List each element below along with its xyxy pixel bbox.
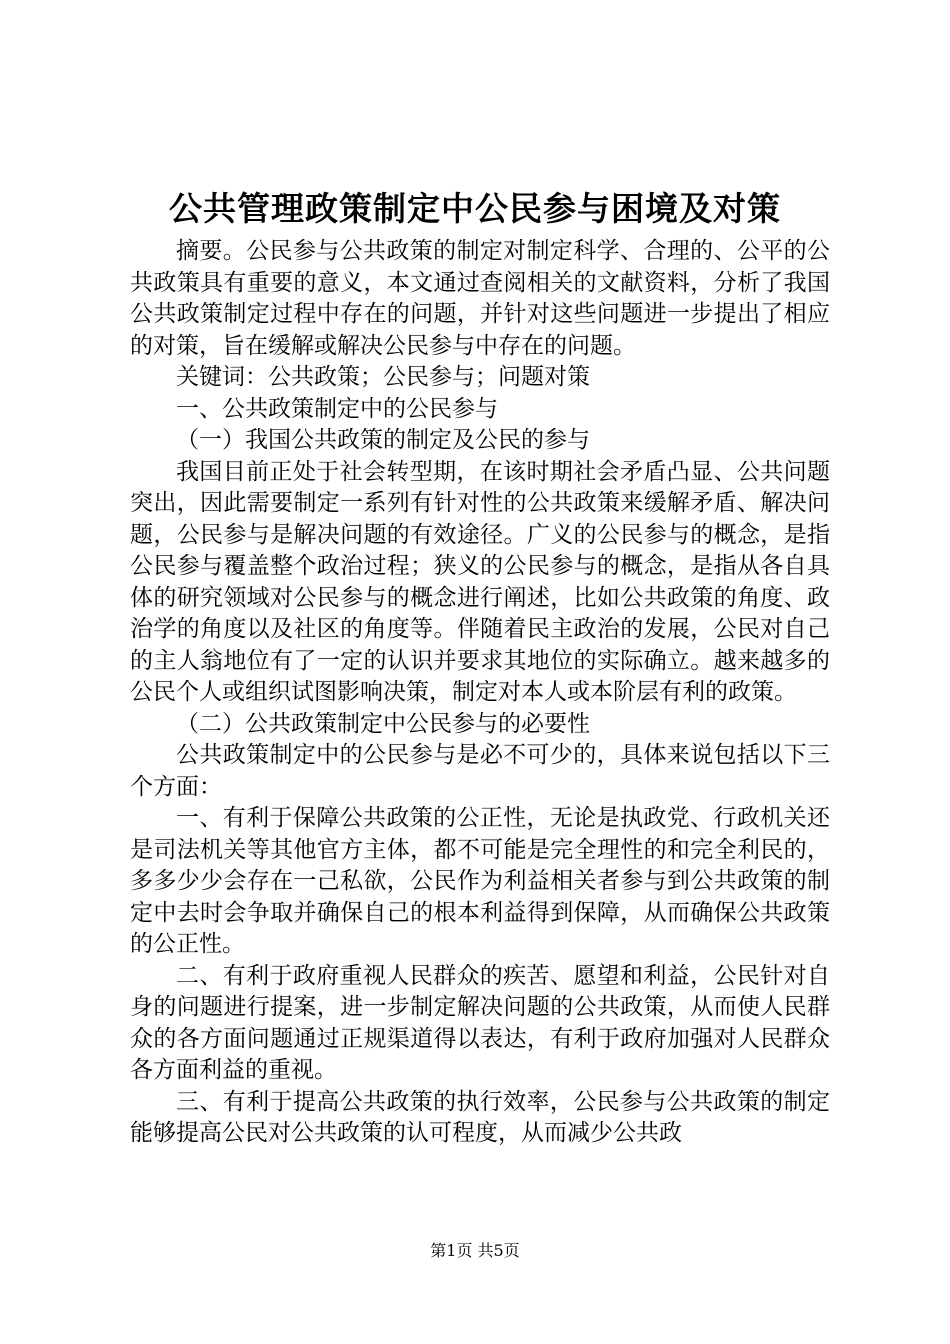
body-paragraph: 公共政策制定中的公民参与是必不可少的，具体来说包括以下三个方面：: [130, 742, 830, 800]
body-paragraph: 一、有利于保障公共政策的公正性，无论是执政党、行政机关还是司法机关等其他官方主体，都不可能是完全理性的和完全利民的，多多少少会存在一己私欲，公民作为利益相关者参与到公共政策的制定中去时会争取并确保自己的根本利益得到保障，从而确保公共政策的公正性。: [130, 805, 830, 957]
section-heading: 一、公共政策制定中的公民参与: [176, 395, 498, 422]
subsection-heading: （一）我国公共政策的制定及公民的参与: [176, 427, 590, 453]
body-paragraph: 三、有利于提高公共政策的执行效率，公民参与公共政策的制定能够提高公民对公共政策的认可程度，从而减少公共政: [130, 1088, 830, 1146]
body-paragraph: 我国目前正处于社会转型期，在该时期社会矛盾凸显、公共问题突出，因此需要制定一系列有针对性的公共政策来缓解矛盾、解决问题，公民参与是解决问题的有效途径。广义的公民参与的概念，是指公民参与覆盖整个政治过程；狭义的公民参与的概念，是指从各自具体的研究领域对公民参与的概念进行阐述，比如公共政策的角度、政治学的角度以及社区的角度等。伴随着民主政治的发展，公民对自己的主人翁地位有了一定的认识并要求其地位的实际确立。越来越多的公民个人或组织试图影响决策，制定对本人或本阶层有利的政策。: [130, 458, 830, 705]
subsection-heading: （二）公共政策制定中公民参与的必要性: [176, 710, 590, 737]
document-title: 公共管理政策制定中公民参与困境及对策: [169, 189, 781, 228]
abstract-paragraph: 摘要。公民参与公共政策的制定对制定科学、合理的、公平的公共政策具有重要的意义，本文通过查阅相关的文献资料，分析了我国公共政策制定过程中存在的问题，并针对这些问题进一步提出了相应的对策，旨在缓解或解决公民参与中存在的问题。: [130, 238, 830, 359]
page-footer: 第1页 共5页: [430, 1241, 520, 1260]
keywords-paragraph: 关键词：公共政策；公民参与；问题对策: [176, 364, 590, 390]
body-paragraph: 二、有利于政府重视人民群众的疾苦、愿望和利益，公民针对自身的问题进行提案，进一步制定解决问题的公共政策，从而使人民群众的各方面问题通过正规渠道得以表达，有利于政府加强对人民群众各方面利益的重视。: [130, 962, 830, 1083]
document-body: [130, 236, 830, 1150]
